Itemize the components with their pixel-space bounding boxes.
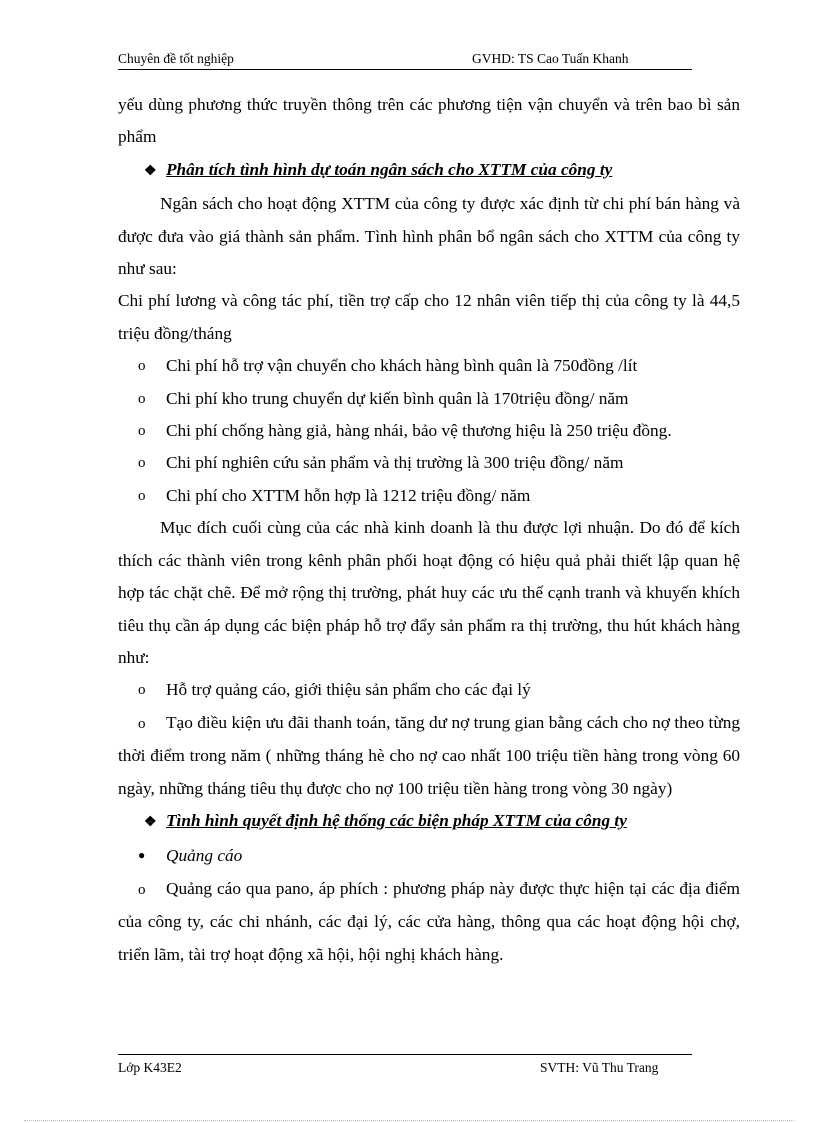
page-header: [118, 49, 692, 70]
circle-bullet-icon: o: [138, 881, 146, 898]
circle-bullet-icon: o: [138, 390, 146, 407]
list-item: o Chi phí cho XTTM hỗn hợp là 1212 triệu đồng/ năm: [118, 480, 740, 512]
page-footer: [118, 1054, 692, 1075]
page-bottom-divider: [24, 1120, 794, 1121]
section-heading-measures: [118, 805, 740, 839]
list-item: o Hỗ trợ quảng cáo, giới thiệu sản phẩm cho các đại lý: [118, 674, 740, 706]
heading-measures-text: Tình hình quyết định hệ thống các biện pháp XTTM của công ty: [166, 810, 627, 830]
header-right: GVHD: TS Cao Tuấn Khanh: [472, 51, 629, 66]
paragraph-intro: yếu dùng phương thức truyền thông trên các phương tiện vận chuyển và trên bao bì sản phẩm: [118, 95, 740, 147]
list-item: o Tạo điều kiện ưu đãi thanh toán, tăng dư nợ trung gian bằng cách cho nợ theo từng thời điểm trong năm ( những tháng hè cho nợ cao nhất 100 triệu tiền hàng trong vòng 60 ngày, những tháng tiêu thụ được cho nợ 100 triệu tiền hàng trong vòng 30 ngày): [118, 707, 740, 805]
header-left: Chuyên đề tốt nghiệp: [118, 51, 234, 66]
circle-bullet-icon: o: [138, 423, 146, 440]
dot-bullet-icon: ●: [138, 848, 146, 863]
list-item: o Chi phí nghiên cứu sản phẩm và thị trường là 300 triệu đồng/ năm: [118, 447, 740, 479]
list-item: o Quảng cáo qua pano, áp phích : phương pháp này được thực hiện tại các địa điểm của công ty, các chi nhánh, các đại lý, các cửa hàng, thông qua các hoạt động hội chợ, triển lãm, tài trợ hoạt động xã hội, hội nghị khách hàng.: [118, 873, 740, 971]
circle-bullet-icon: o: [138, 682, 146, 699]
circle-bullet-icon: o: [138, 715, 146, 732]
circle-bullet-icon: o: [138, 487, 146, 504]
document-body: [118, 89, 740, 971]
footer-left: Lớp K43E2: [118, 1060, 182, 1075]
bullet-item-ads: ● Quảng cáo: [118, 839, 740, 872]
paragraph-budget: Ngân sách cho hoạt động XTTM của công ty được xác định từ chi phí bán hàng và được đưa vào giá thành sản phẩm. Tình hình phân bổ ngân sách cho XTTM của công ty như sau:: [118, 194, 740, 279]
footer-right: SVTH: Vũ Thu Trang: [540, 1060, 659, 1075]
section-heading-budget: [118, 154, 740, 188]
diamond-bullet-icon: ❖: [144, 163, 157, 179]
paragraph-salary: Chi phí lương và công tác phí, tiền trợ cấp cho 12 nhân viên tiếp thị của công ty là 44,5 triệu đồng/tháng: [118, 291, 740, 343]
diamond-bullet-icon: ❖: [144, 814, 157, 830]
heading-budget-text: Phân tích tình hình dự toán ngân sách cho XTTM của công ty: [166, 159, 613, 179]
list-item: o Chi phí hỗ trợ vận chuyển cho khách hàng bình quân là 750đồng /lít: [118, 350, 740, 382]
circle-bullet-icon: o: [138, 358, 146, 375]
paragraph-purpose: Mục đích cuối cùng của các nhà kinh doanh là thu được lợi nhuận. Do đó để kích thích các thành viên trong kênh phân phối hoạt động có hiệu quả phải thiết lập quan hệ hợp tác chặt chẽ. Để mở rộng thị trường, phát huy các ưu thế cạnh tranh và khuyến khích tiêu thụ cần áp dụng các biện pháp hỗ trợ đẩy sản phẩm ra thị trường, thu hút khách hàng như:: [118, 518, 740, 667]
list-item: o Chi phí chống hàng giả, hàng nhái, bảo vệ thương hiệu là 250 triệu đồng.: [118, 415, 740, 447]
list-item: o Chi phí kho trung chuyển dự kiến bình quân là 170triệu đồng/ năm: [118, 383, 740, 415]
circle-bullet-icon: o: [138, 455, 146, 472]
